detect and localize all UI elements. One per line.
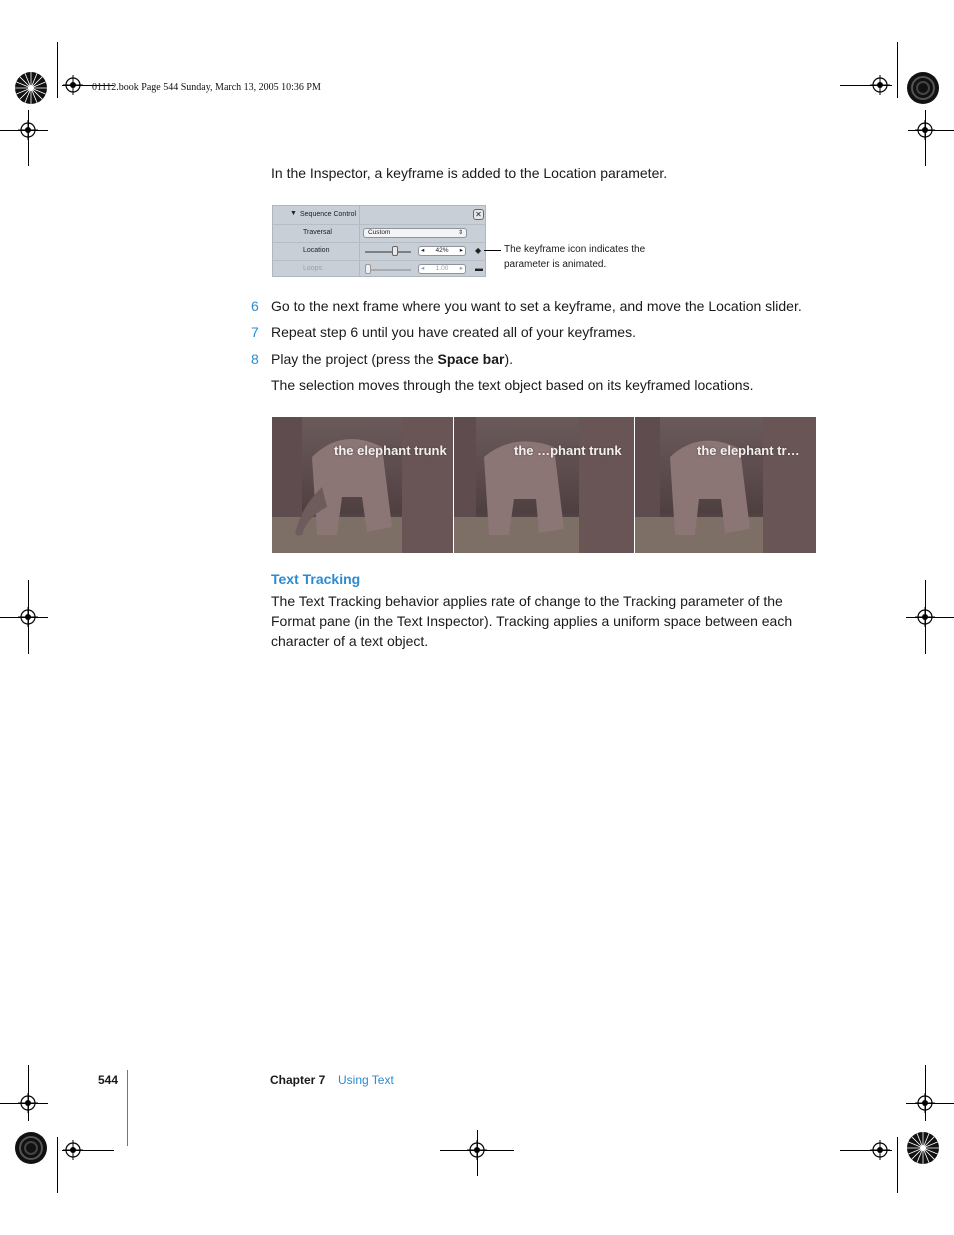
step-6 (251, 296, 851, 316)
section-heading: Text Tracking (271, 571, 361, 587)
decrement-arrow-icon[interactable]: ◂ (421, 265, 425, 272)
registration-mark-icon (63, 75, 83, 95)
registration-mark-icon (915, 120, 935, 140)
registration-mark-icon (18, 1093, 38, 1113)
callout-caption (504, 242, 674, 272)
registration-mark-icon (63, 1140, 83, 1160)
section-title: Sequence Control (300, 211, 357, 218)
intro-paragraph: In the Inspector, a keyframe is added to the Location parameter. (271, 165, 668, 181)
star-target-icon (906, 1131, 940, 1165)
registration-mark-icon (870, 75, 890, 95)
location-slider[interactable] (365, 251, 411, 253)
elephant-illustration-icon (272, 417, 453, 553)
location-value-field[interactable] (418, 246, 466, 256)
chapter-label: Chapter 7 (270, 1073, 326, 1087)
frame-caption: the elephant tr… (697, 443, 800, 458)
step-text-after: ). (504, 351, 514, 367)
callout-line-2: parameter is animated. (504, 259, 607, 270)
result-paragraph: The selection moves through the text object based on its keyframed locations. (271, 377, 754, 393)
elephant-illustration-icon (454, 417, 634, 553)
close-icon[interactable]: ✕ (473, 209, 484, 220)
inspector-row-loops (273, 260, 485, 278)
callout-leader-line (484, 250, 501, 251)
traversal-popup[interactable] (363, 228, 467, 238)
inspector-section-header (273, 206, 485, 225)
step-number: 7 (251, 324, 259, 340)
callout-line-1: The keyframe icon indicates the (504, 244, 646, 255)
inspector-row-traversal (273, 224, 485, 243)
step-text-before: Play the project (press the (271, 351, 438, 367)
slider-thumb[interactable] (392, 246, 398, 256)
field-value: 1.00 (435, 265, 449, 272)
step-7 (251, 322, 851, 342)
loops-value-field[interactable] (418, 264, 466, 274)
elephant-frame-1 (272, 417, 453, 553)
print-header-stamp: 01112.book Page 544 Sunday, March 13, 2005 10:36 PM (92, 82, 321, 93)
elephant-frame-2 (454, 417, 634, 553)
loops-slider[interactable] (365, 269, 411, 271)
chevron-updown-icon: ⇕ (457, 230, 463, 236)
increment-arrow-icon[interactable]: ▸ (459, 247, 463, 254)
registration-mark-icon (915, 607, 935, 627)
step-text (271, 349, 513, 369)
elephant-illustration-icon (635, 417, 816, 553)
registration-mark-icon (467, 1140, 487, 1160)
frame-caption: the …phant trunk (514, 443, 622, 458)
star-target-icon (906, 71, 940, 105)
page-number: 544 (98, 1073, 119, 1087)
inspector-row-location (273, 242, 485, 261)
step-number: 8 (251, 351, 259, 367)
step-text: Go to the next frame where you want to set a keyframe, and move the Location slider. (271, 298, 802, 314)
section-paragraph (271, 591, 792, 651)
star-target-icon (14, 1131, 48, 1165)
keyframe-off-icon[interactable]: ▬ (475, 264, 483, 273)
param-label: Location (303, 247, 330, 254)
popup-value: Custom (368, 229, 391, 236)
registration-mark-icon (18, 607, 38, 627)
frame-caption: the elephant trunk (334, 443, 447, 458)
step-number: 6 (251, 298, 259, 314)
step-8 (251, 349, 851, 369)
star-target-icon (14, 71, 48, 105)
section-line-1: The Text Tracking behavior applies rate of change to the Tracking parameter of the (271, 593, 783, 609)
field-value: 42% (435, 247, 449, 254)
footer-divider (127, 1070, 128, 1146)
elephant-frame-3 (635, 417, 816, 553)
keyframe-icon[interactable]: ◆ (475, 246, 482, 255)
step-text: Repeat step 6 until you have created all of your keyframes. (271, 324, 636, 340)
increment-arrow-icon[interactable]: ▸ (459, 265, 463, 272)
decrement-arrow-icon[interactable]: ◂ (421, 247, 425, 254)
section-line-2: Format pane (in the Text Inspector). Tracking applies a uniform space between each (271, 613, 793, 629)
inspector-panel (272, 205, 486, 277)
registration-mark-icon (18, 120, 38, 140)
slider-thumb[interactable] (365, 264, 371, 274)
registration-mark-icon (915, 1093, 935, 1113)
section-line-3: character of a text object. (271, 633, 429, 649)
param-label: Traversal (303, 229, 332, 236)
key-name: Space bar (437, 351, 505, 367)
disclosure-triangle-icon[interactable]: ▼ (290, 210, 297, 217)
chapter-title-link[interactable]: Using Text (338, 1073, 394, 1087)
registration-mark-icon (870, 1140, 890, 1160)
param-label: Loops (303, 265, 323, 272)
